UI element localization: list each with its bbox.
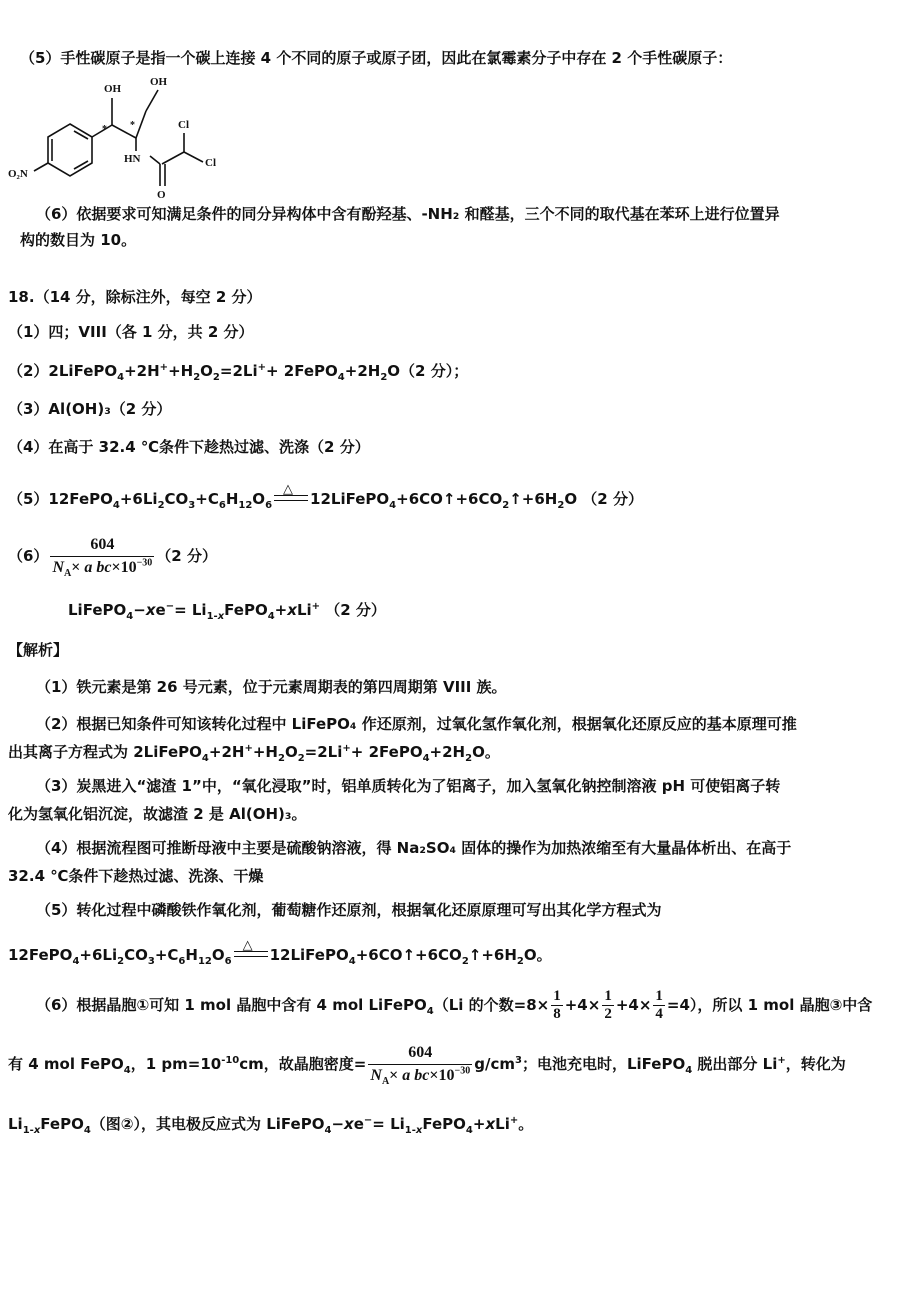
chloramphenicol-structure: [0, 68, 230, 203]
chiral-star-1: *: [102, 124, 107, 135]
q18-answer-6b: LiFePO$_4$−xe−= $Li_{1-x}FePO_4+xLi^+$ （2 分）: [68, 601, 386, 622]
analysis-line-4b: 32.4 ℃条件下趁热过滤、洗涤、干燥: [8, 867, 264, 885]
q18-answer-5: $(5)12FePO_4+6Li_2CO_3+C_6H_{12}O_6$ △ $12LiFePO_4+6CO↑+6CO_2↑+6H_2O$ （2 分）: [8, 482, 643, 511]
chiral-star-2: *: [130, 120, 135, 131]
density-fraction: $\frac{604}{N_A\times a bc\times 10^{-30}}$: [52, 536, 153, 580]
cl-label-2: Cl: [205, 157, 216, 169]
analysis-line-3a: （3）炭黑进入“滤渣 1”中，“氧化浸取”时，铝单质转化为了铝离子，加入氢氧化钠控制溶液 pH 可使铝离子转: [36, 777, 781, 795]
analysis-line-3b: 化为氢氧化铝沉淀，故滤渣 2 是 Al(OH)₃。: [8, 805, 307, 823]
oh-label-1: OH: [104, 83, 122, 95]
q18-answer-2: $(2)2LiFePO_4+2H^++H_2O_2=2Li^++$ $2FePO_4+2H_2O(2$ 分）；: [8, 362, 469, 383]
q18-answer-6: （6） $\frac{604}{N_A\times a bc\times 10^{-30}}$ （2 分）: [8, 536, 217, 580]
q18-header: 18.（14 分，除标注外，每空 2 分）: [8, 288, 262, 306]
no2-label: O₂N: [8, 168, 28, 180]
hn-label: HN: [124, 153, 141, 165]
analysis-line-4a: （4）根据流程图可推断母液中主要是硫酸钠溶液，得 Na₂SO₄ 固体的操作为加热浓缩至有大量晶体析出、在高于: [36, 839, 792, 857]
analysis-line-6b: 有 4 mol FePO$_4$，1 $pm=10^{-10}cm$，故晶胞密度= $\frac{604}{N_A\times a bc\times 10^{-30}}$ $g/cm^3$；电池充电时，LiFePO$_4$ 脱出部分 Li+，转化为: [8, 1044, 846, 1088]
q18-answer-4: （4）在高于 32.4 ℃条件下趁热过滤、洗涤（2 分）: [8, 438, 370, 456]
q18-answer-1: （1）四；VIII（各 1 分，共 2 分）: [8, 323, 254, 341]
analysis-line-2b: 出其离子方程式为 $2LiFePO_4+2H^++H_2O_2=2Li^++$ $2FePO_4+2H_2O$。: [8, 743, 500, 764]
analysis-line-5a: （5）转化过程中磷酸铁作氧化剂，葡萄糖作还原剂，根据氧化还原原理可写出其化学方程式为: [36, 901, 662, 919]
q18-answer-3: （3）Al(OH)₃（2 分）: [8, 400, 172, 418]
cl-label-1: Cl: [178, 119, 189, 131]
analysis-line-6c: $Li_{1-x}FePO_4$（图②），其电极反应式为 LiFePO$_4$−xe−= $Li_{1-x}FePO_4+xLi^+$。: [8, 1115, 534, 1136]
analysis-line-1: （1）铁元素是第 26 号元素，位于元素周期表的第四周期第 VIII 族。: [36, 678, 507, 696]
analysis-label: 【解析】: [8, 641, 69, 659]
p6-line-2: 构的数目为 10。: [20, 231, 137, 249]
p6-line-1: （6）依据要求可知满足条件的同分异构体中含有酚羟基、-NH₂ 和醛基，三个不同的取代基在苯环上进行位置异: [36, 205, 780, 223]
o-label: O: [157, 189, 166, 201]
oh-label-2: OH: [150, 76, 168, 88]
analysis-line-5b: $12FePO_4+6Li_2CO_3+C_6H_{12}O_6$ △ $12LiFePO_4+6CO↑+6CO_2↑+6H_2O$。: [8, 938, 552, 967]
analysis-line-6a: （6）根据晶胞①可知 1 mol 晶胞中含有 4 mol LiFePO$_4$（Li 的个数=8× $\frac{1}{8}$ +4× $\frac{1}{2}$ +4× $\frac{1}{4}$ =4），所以 1 mol 晶胞③中含: [36, 988, 873, 1022]
p5-title: （5）手性碳原子是指一个碳上连接 4 个不同的原子或原子团，因此在氯霉素分子中存在 2 个手性碳原子：: [20, 49, 733, 67]
analysis-line-2a: （2）根据已知条件可知该转化过程中 LiFePO₄ 作还原剂，过氧化氢作氧化剂，根据氧化还原反应的基本原理可推: [36, 715, 797, 733]
